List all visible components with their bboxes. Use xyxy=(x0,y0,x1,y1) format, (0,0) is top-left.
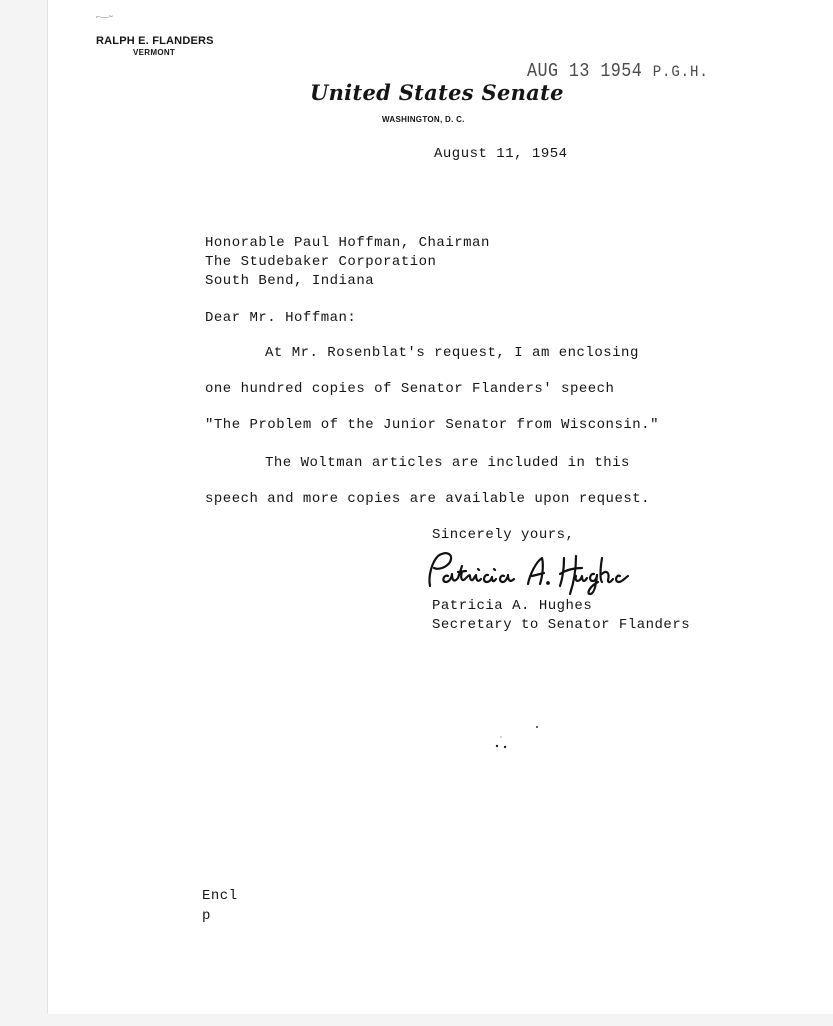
signer-name: Patricia A. Hughes xyxy=(432,598,593,614)
received-stamp xyxy=(527,60,709,82)
enclosure-note: Encl xyxy=(202,888,238,904)
stamp-date: AUG 13 1954 xyxy=(527,60,643,82)
handwritten-signature xyxy=(424,548,634,598)
body-line-1: At Mr. Rosenblat's request, I am enclosing xyxy=(265,345,639,361)
sender-name: RALPH E. FLANDERS xyxy=(96,35,214,47)
body-line-5: speech and more copies are available upon request. xyxy=(205,491,651,507)
stamp-initials: P.G.H. xyxy=(652,63,709,81)
recipient-line-2: The Studebaker Corporation xyxy=(205,254,437,270)
paper-specks xyxy=(480,722,550,752)
recipient-line-3: South Bend, Indiana xyxy=(205,273,375,289)
body-line-3: "The Problem of the Junior Senator from Wisconsin." xyxy=(205,417,659,433)
pencil-mark: ⌐—~ xyxy=(96,12,113,21)
letter-date: August 11, 1954 xyxy=(434,146,568,162)
sender-state: VERMONT xyxy=(133,48,176,57)
typist-initial: p xyxy=(202,908,211,924)
body-line-4: The Woltman articles are included in this xyxy=(265,455,630,471)
signer-title: Secretary to Senator Flanders xyxy=(432,617,691,633)
letterhead-title: United States Senate xyxy=(310,80,564,105)
recipient-line-1: Honorable Paul Hoffman, Chairman xyxy=(205,235,490,251)
body-line-2: one hundred copies of Senator Flanders' speech xyxy=(205,381,615,397)
closing: Sincerely yours, xyxy=(432,527,575,543)
salutation: Dear Mr. Hoffman: xyxy=(205,310,357,326)
letterhead-city: WASHINGTON, D. C. xyxy=(382,115,465,124)
